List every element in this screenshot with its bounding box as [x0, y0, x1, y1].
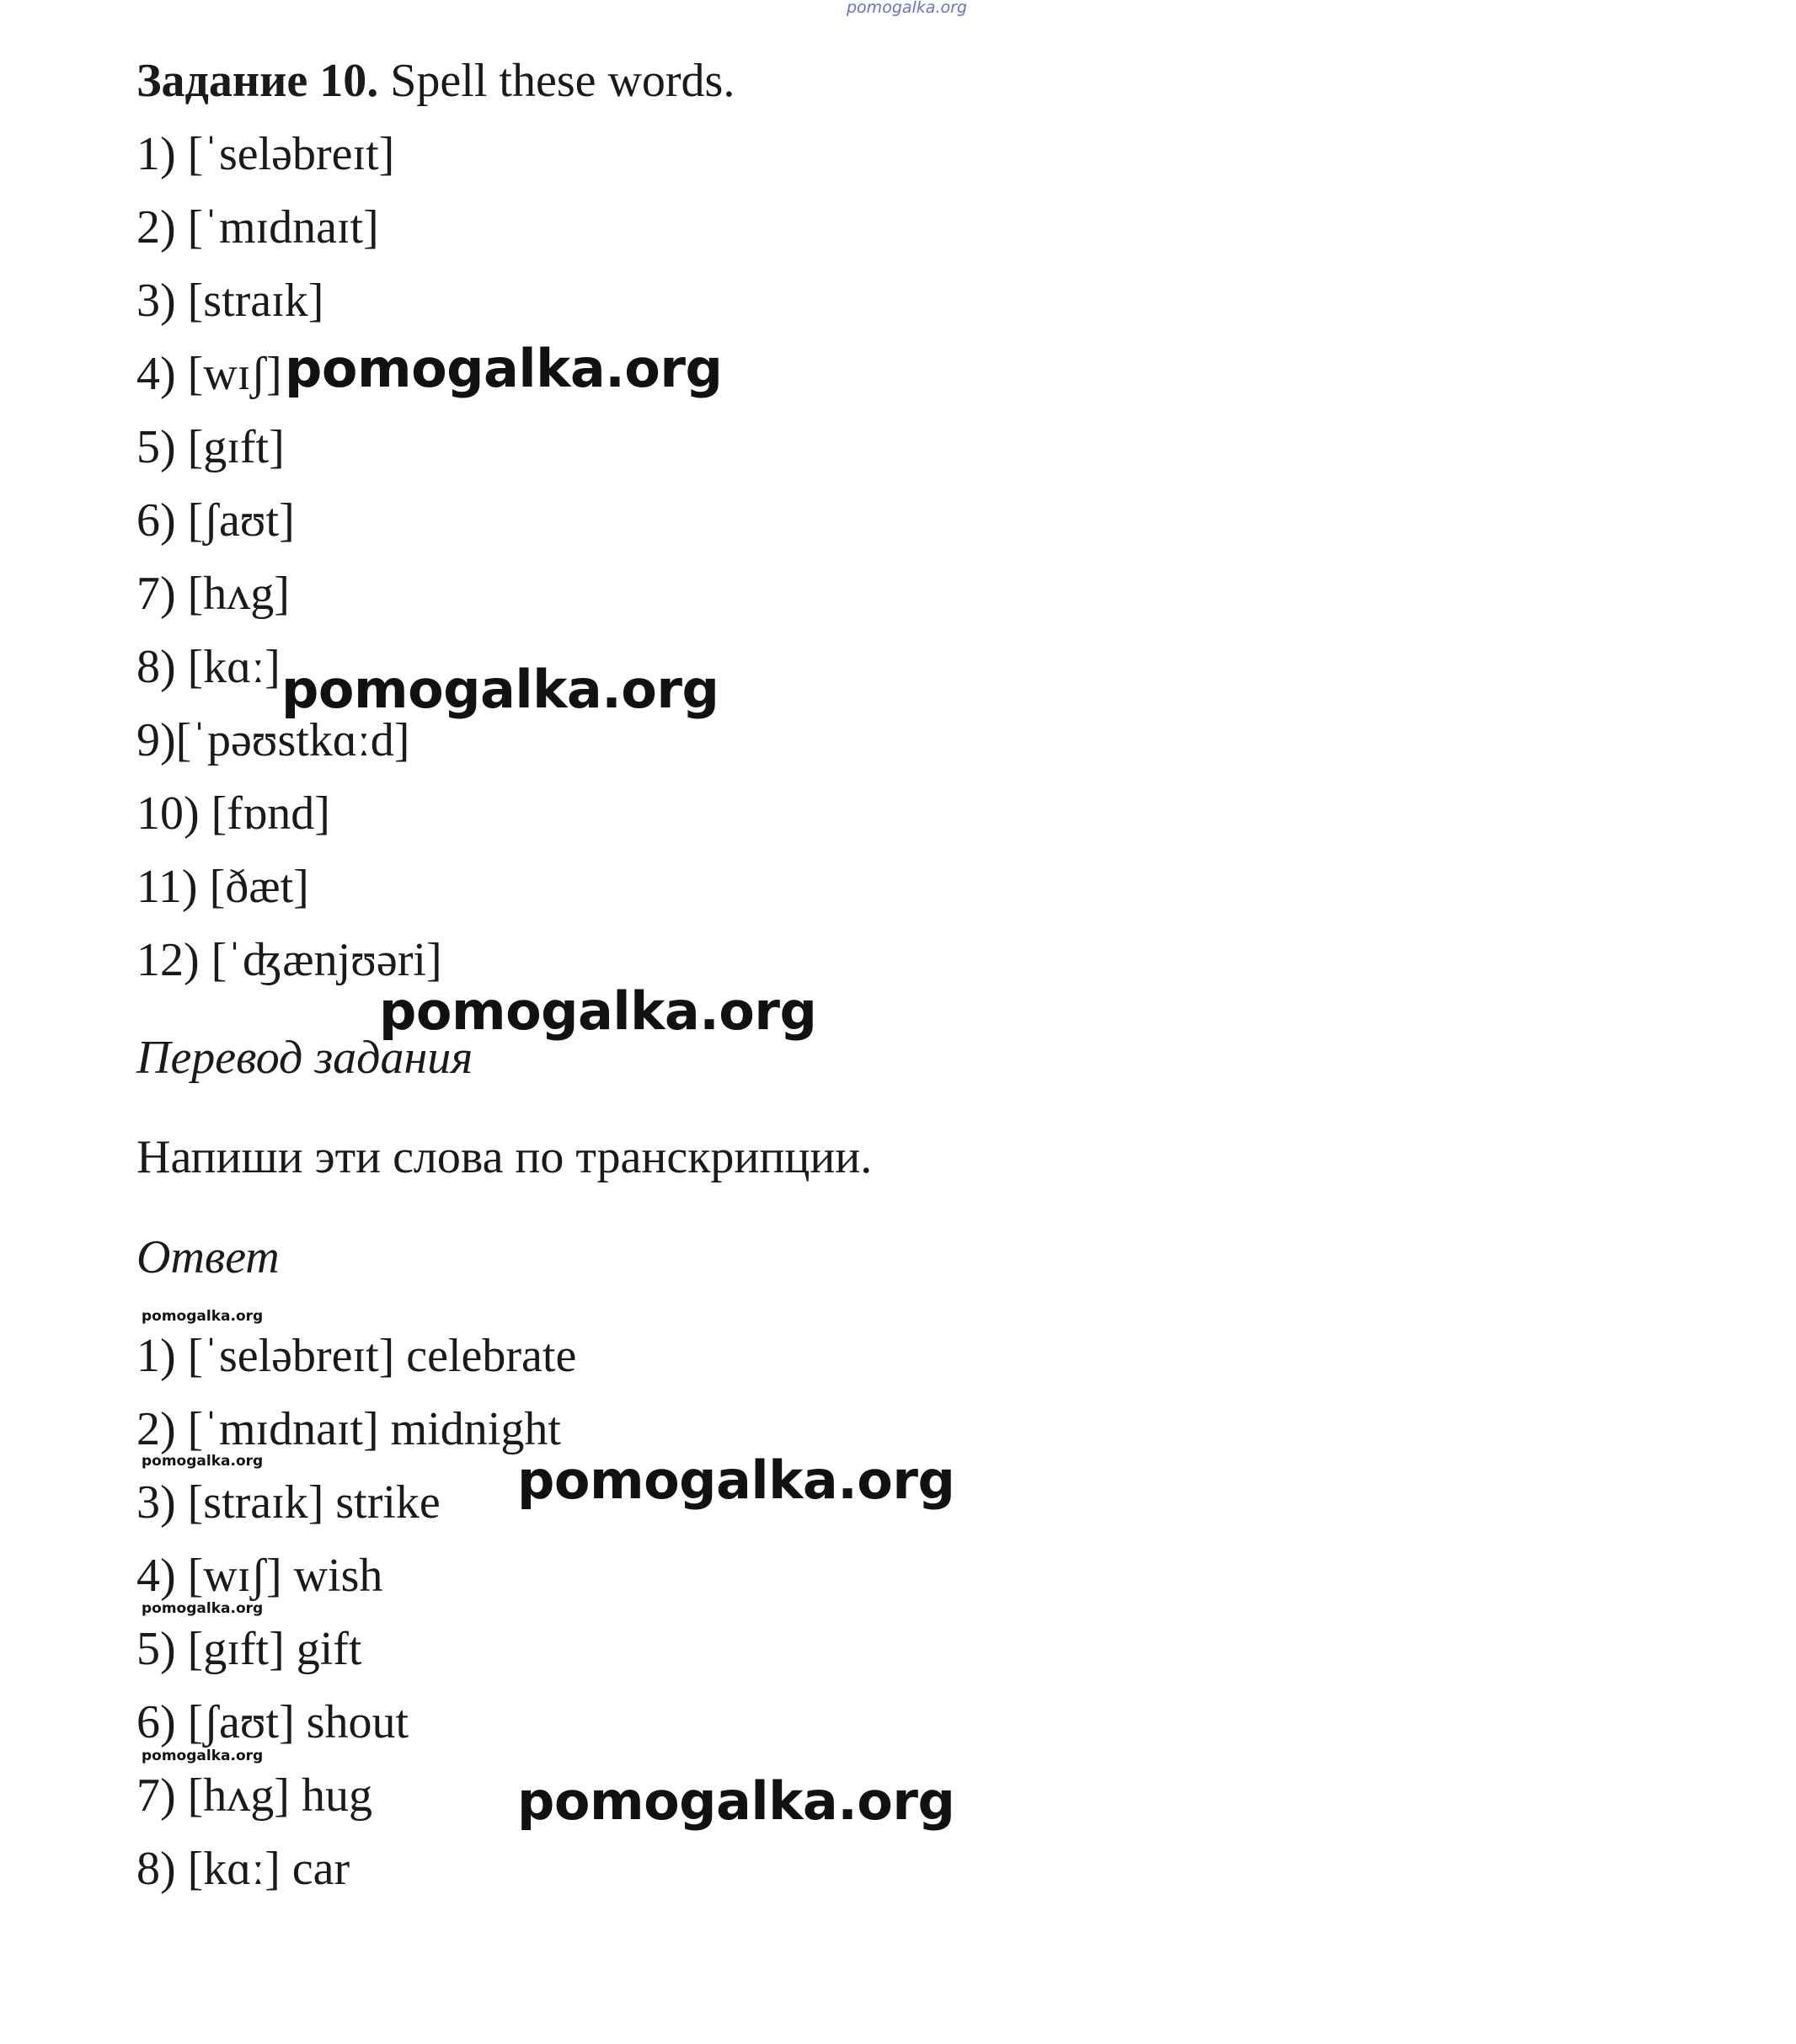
- watermark-large-2: pomogalka.org: [281, 659, 719, 720]
- watermark-large-1: pomogalka.org: [285, 338, 723, 399]
- watermark-large-4: pomogalka.org: [517, 1449, 955, 1511]
- task-title: [136, 55, 735, 107]
- answer-item-7: 7) [hʌg] hug: [136, 1769, 372, 1822]
- task-item-6: 6) [ʃaʊt]: [136, 494, 295, 547]
- task-item-2: 2) [ˈmɪdnaɪt]: [136, 201, 379, 253]
- answer-item-5: 5) [gɪft] gift: [136, 1623, 362, 1675]
- task-title-bold: Задание 10.: [136, 55, 379, 107]
- translation-text: Напиши эти слова по транскрипции.: [136, 1131, 873, 1183]
- answer-heading: Ответ: [136, 1231, 280, 1284]
- watermark-small-4: pomogalka.org: [142, 1748, 264, 1764]
- task-item-7: 7) [hʌg]: [136, 568, 290, 620]
- answer-item-1: 1) [ˈseləbreɪt] celebrate: [136, 1330, 577, 1382]
- answer-item-4: 4) [wɪʃ] wish: [136, 1550, 383, 1602]
- answer-item-6: 6) [ʃaʊt] shout: [136, 1696, 409, 1748]
- watermark-small-2: pomogalka.org: [142, 1453, 264, 1470]
- task-item-5: 5) [gɪft]: [136, 421, 285, 473]
- answer-item-2: 2) [ˈmɪdnaɪt] midnight: [136, 1403, 561, 1455]
- answer-item-8: 8) [kɑː] car: [136, 1843, 350, 1895]
- translation-heading: Перевод задания: [136, 1032, 473, 1084]
- task-item-3: 3) [straɪk]: [136, 275, 324, 327]
- watermark-small-3: pomogalka.org: [142, 1600, 264, 1617]
- task-item-11: 11) [ðæt]: [136, 861, 309, 913]
- watermark-top: pomogalka.org: [847, 0, 967, 17]
- task-item-4: 4) [wɪʃ]: [136, 348, 282, 400]
- task-item-10: 10) [fɒnd]: [136, 787, 330, 840]
- task-item-1: 1) [ˈseləbreɪt]: [136, 128, 395, 180]
- task-item-8: 8) [kɑː]: [136, 641, 281, 693]
- answer-item-3: 3) [straɪk] strike: [136, 1476, 441, 1529]
- watermark-small-1: pomogalka.org: [142, 1308, 264, 1325]
- task-item-12: 12) [ˈʤænjʊəri]: [136, 934, 442, 986]
- task-item-9: 9)[ˈpəʊstkɑːd]: [136, 714, 410, 766]
- watermark-large-3: pomogalka.org: [379, 980, 817, 1042]
- task-title-text: Spell these words.: [378, 55, 735, 107]
- watermark-large-5: pomogalka.org: [517, 1770, 955, 1832]
